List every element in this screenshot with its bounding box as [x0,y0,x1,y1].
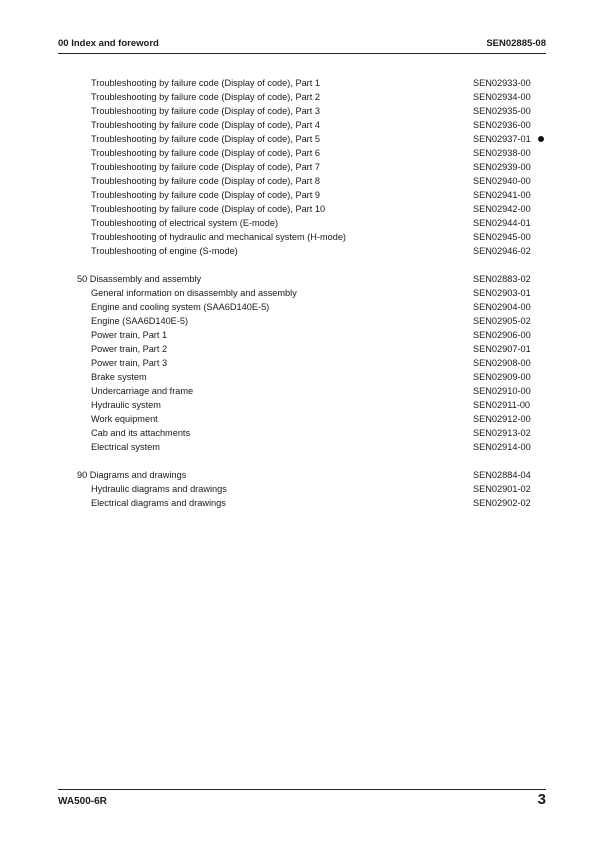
toc-entry-row [0,174,596,188]
toc-entry-title: Hydraulic diagrams and drawings [91,484,227,494]
toc-entry-code: SEN02906-00 [473,330,531,340]
toc-entry-row [0,426,596,440]
toc-entry-title: Troubleshooting by failure code (Display of code), Part 2 [91,92,320,102]
footer-divider [58,789,546,790]
toc-entry-code: SEN02944-01 [473,218,531,228]
toc-entry-row [0,482,596,496]
section-gap [0,454,596,468]
toc-entry-title: General information on disassembly and assembly [91,288,297,298]
toc-entry-title: Electrical system [91,442,160,452]
toc-entry-title: Undercarriage and frame [91,386,194,396]
toc-entry-code: SEN02938-00 [473,148,531,158]
toc-entry-code: SEN02904-00 [473,302,531,312]
toc-entry-row [0,132,596,146]
toc-entry-row [0,188,596,202]
toc-entry-code: SEN02940-00 [473,176,531,186]
toc-entry-code: SEN02884-04 [473,470,531,480]
toc-entry-title: Power train, Part 2 [91,344,168,354]
toc-entry-row [0,300,596,314]
toc-entry-code: SEN02939-00 [473,162,531,172]
toc-entry-code: SEN02911-00 [473,400,531,410]
toc-entry-title: 90 Diagrams and drawings [77,470,187,480]
toc-entry-row [0,160,596,174]
header-doc-code: SEN02885-08 [486,38,546,49]
toc-entry-row [0,76,596,90]
toc-entry-title: Troubleshooting by failure code (Display of code), Part 8 [91,176,320,186]
toc-entry-title: 50 Disassembly and assembly [77,274,202,284]
toc-entry-title: Electrical diagrams and drawings [91,498,226,508]
toc-entry-title: Engine and cooling system (SAA6D140E-5) [91,302,270,312]
toc-entry-code: SEN02902-02 [473,498,531,508]
toc-entry-code: SEN02941-00 [473,190,531,200]
toc-section-row [0,272,596,286]
toc-entry-code: SEN02945-00 [473,232,531,242]
toc-entry-title: Power train, Part 1 [91,330,168,340]
toc-entry-code: SEN02936-00 [473,120,531,130]
header-divider [58,53,546,54]
toc-entry-title: Troubleshooting by failure code (Display of code), Part 9 [91,190,320,200]
toc-entry-row [0,202,596,216]
toc-entry-title: Troubleshooting by failure code (Display of code), Part 4 [91,120,320,130]
toc-entry-title: Hydraulic system [91,400,161,410]
revision-bullet-icon [538,136,544,142]
page-header [58,38,546,52]
table-of-contents [0,76,596,510]
toc-entry-code: SEN02933-00 [473,78,531,88]
toc-entry-row [0,90,596,104]
header-section-title: 00 Index and foreword [58,38,159,49]
toc-entry-code: SEN02937-01 [473,134,531,144]
toc-entry-code: SEN02907-01 [473,344,531,354]
section-gap [0,258,596,272]
toc-entry-code: SEN02883-02 [473,274,531,284]
toc-entry-row [0,496,596,510]
toc-entry-row [0,398,596,412]
toc-entry-title: Engine (SAA6D140E-5) [91,316,189,326]
toc-entry-row [0,118,596,132]
toc-entry-title: Troubleshooting of electrical system (E-mode) [91,218,279,228]
toc-entry-title: Brake system [91,372,147,382]
toc-entry-code: SEN02912-00 [473,414,531,424]
toc-entry-title: Troubleshooting by failure code (Display of code), Part 5 [91,134,320,144]
toc-entry-code: SEN02946-02 [473,246,531,256]
toc-entry-title: Work equipment [91,414,158,424]
toc-entry-title: Troubleshooting by failure code (Display of code), Part 1 [91,78,320,88]
toc-entry-row [0,356,596,370]
toc-entry-row [0,342,596,356]
toc-entry-title: Troubleshooting by failure code (Display of code), Part 7 [91,162,320,172]
toc-entry-row [0,104,596,118]
toc-entry-code: SEN02914-00 [473,442,531,452]
toc-entry-title: Troubleshooting by failure code (Display of code), Part 10 [91,204,326,214]
toc-entry-row [0,216,596,230]
toc-entry-code: SEN02934-00 [473,92,531,102]
toc-entry-row [0,440,596,454]
toc-entry-row [0,370,596,384]
toc-entry-title: Troubleshooting by failure code (Display of code), Part 6 [91,148,320,158]
toc-entry-code: SEN02935-00 [473,106,531,116]
toc-entry-row [0,314,596,328]
toc-entry-title: Cab and its attachments [91,428,191,438]
toc-entry-title: Power train, Part 3 [91,358,168,368]
toc-section-row [0,468,596,482]
toc-entry-code: SEN02913-02 [473,428,531,438]
toc-entry-code: SEN02910-00 [473,386,531,396]
toc-entry-title: Troubleshooting of engine (S-mode) [91,246,238,256]
toc-entry-row [0,384,596,398]
toc-entry-code: SEN02905-02 [473,316,531,326]
toc-entry-code: SEN02901-02 [473,484,531,494]
toc-entry-code: SEN02942-00 [473,204,531,214]
toc-entry-row [0,328,596,342]
toc-entry-row [0,286,596,300]
toc-entry-row [0,244,596,258]
toc-entry-title: Troubleshooting by failure code (Display of code), Part 3 [91,106,320,116]
toc-entry-row [0,230,596,244]
toc-entry-code: SEN02908-00 [473,358,531,368]
toc-entry-row [0,412,596,426]
page-number: 3 [537,791,546,808]
toc-entry-code: SEN02903-01 [473,288,531,298]
footer-model: WA500-6R [58,796,107,807]
toc-entry-title: Troubleshooting of hydraulic and mechanical system (H-mode) [91,232,346,242]
toc-entry-row [0,146,596,160]
toc-entry-code: SEN02909-00 [473,372,531,382]
